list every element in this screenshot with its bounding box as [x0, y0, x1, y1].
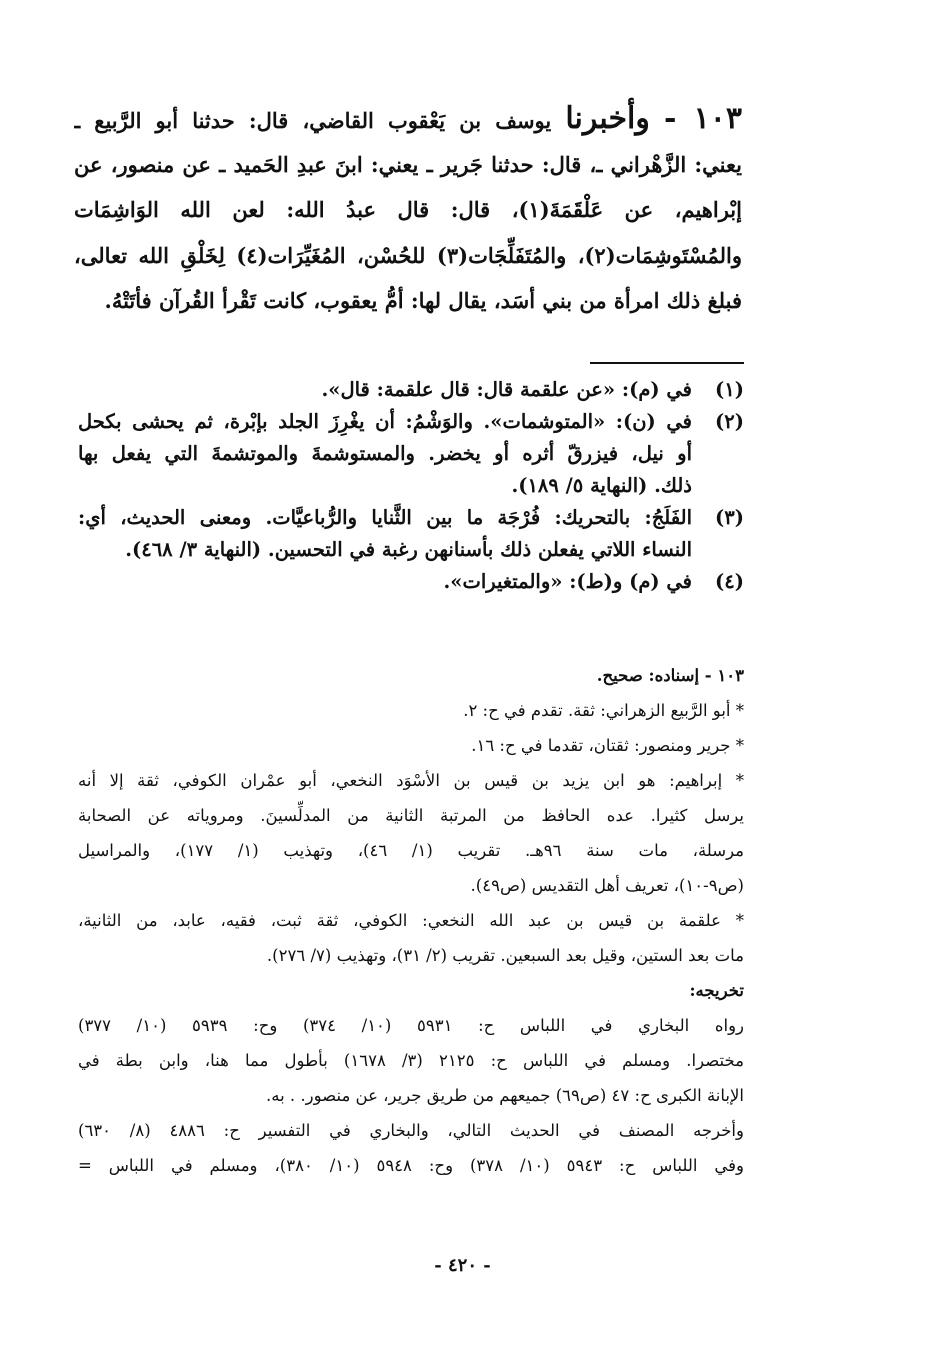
footnote-2	[78, 406, 744, 502]
commentary-line: مات بعد الستين، وقيل بعد السبعين. تقريب (٢/ ٣١)، وتهذيب (٧/ ٢٧٦).	[266, 946, 744, 965]
commentary-line: مرسلة، مات سنة ٩٦هـ. تقريب (١/ ٤٦)، وتهذيب (١/ ١٧٧)، والمراسيل	[78, 841, 744, 860]
takhrij-line: رواه البخاري في اللباس ح: ٥٩٣١ (١٠/ ٣٧٤) وح: ٥٩٣٩ (١٠/ ٣٧٧)	[78, 1016, 744, 1035]
takhrij-line: وفي اللباس ح: ٥٩٤٣ (١٠/ ٣٧٨) وح: ٥٩٤٨ (١٠/ ٣٨٠)، ومسلم في اللباس =	[78, 1156, 744, 1175]
footnote-1	[78, 374, 744, 406]
hadith-line-1	[74, 96, 742, 142]
commentary-line: * إبراهيم: هو ابن يزيد بن قيس بن الأسْوَد النخعي، أبو عمْران الكوفي، ثقة إلا أنه	[78, 771, 744, 790]
footnote-line: الفَلَجُ: بالتحريك: فُرْجَة ما بين الثَّنايا والرُّباعيَّات. ومعنى الحديث، أي:	[78, 506, 692, 529]
footnotes	[78, 374, 744, 598]
footnote-4	[78, 566, 744, 598]
hadith-line-2: يعني: الزَّهْراني ـ، قال: حدثنا جَرير ـ يعني: ابنَ عبدِ الحَميد ـ عن منصور، عن	[74, 151, 742, 177]
takhrij-heading: تخريجه:	[689, 981, 744, 1000]
commentary-line: * جرير ومنصور: ثقتان، تقدما في ح: ١٦.	[471, 736, 744, 755]
footnote-line: في (م) و(ط): «والمتغيرات».	[443, 570, 692, 593]
footnote-3	[78, 502, 744, 566]
footnote-separator	[590, 362, 744, 364]
footnote-number: (١)	[715, 378, 744, 401]
page-number: - ٤٢٠ -	[434, 1255, 491, 1276]
footnote-line: في (ن): «المتوشمات». والوَشْمُ: أن يغْرِزَ الجلد بإبْرة، ثم يحشى بكحل	[78, 410, 692, 433]
commentary	[78, 658, 744, 1183]
footnote-line: في (م): «عن علقمة قال: قال علقمة: قال».	[321, 378, 692, 401]
isnad-heading: ١٠٣ - إسناده: صحيح.	[596, 666, 744, 685]
hadith-line-1-text: يوسف بن يَعْقوب القاضي، قال: حدثنا أبو الرَّبيع ـ	[74, 108, 552, 133]
hadith-number: ١٠٣ -	[663, 101, 742, 136]
takhrij-line: مختصرا. ومسلم في اللباس ح: ٢١٢٥ (٣/ ١٦٧٨) بأطول مما هنا، وابن بطة في	[78, 1051, 744, 1070]
commentary-line: (ص٩-١٠)، تعريف أهل التقديس (ص٤٩).	[470, 876, 744, 895]
footnote-number: (٤)	[715, 570, 744, 593]
footnote-line: أو نيل، فيزرقّ أثره أو يخضر. والمستوشمةَ والموتشمةَ التي يفعل بها	[78, 442, 692, 465]
footnote-line: ذلك. (النهاية ٥/ ١٨٩).	[511, 474, 692, 497]
hadith-opener: وأخبرنا	[565, 101, 650, 136]
hadith-line-4: والمُسْتَوشِمَات(٢)، والمُتَفَلِّجَات(٣) للحُسْن، المُغَيِّرَات(٤) لِخَلْقِ الله تعالى،	[74, 242, 742, 268]
footnote-line: النساء اللاتي يفعلن ذلك بأسنانهن رغبة في التحسين. (النهاية ٣/ ٤٦٨).	[125, 538, 692, 561]
hadith-line-3: إبْراهيم، عن عَلْقَمَةَ(١)، قال: قال عبدُ الله: لعن الله الوَاشِمَات	[74, 197, 742, 222]
commentary-line: * أبو الرَّبيع الزهراني: ثقة. تقدم في ح: ٢.	[463, 701, 744, 720]
footnote-number: (٣)	[715, 506, 744, 529]
hadith-line-5: فبلغ ذلك امرأة من بني أسَد، يقال لها: أمُّ يعقوب، كانت تَقْرأ القُرآن فأتَتْهُ.	[104, 288, 742, 313]
commentary-line: يرسل كثيرا. عده الحافظ من المرتبة الثانية من المدلِّسينَ. ومروياته عن الصحابة	[78, 806, 744, 825]
takhrij-line: الإبانة الكبرى ح: ٤٧ (ص٦٩) جميعهم من طريق جرير، عن منصور. . به.	[266, 1086, 744, 1105]
hadith-text	[74, 96, 742, 324]
takhrij-line: وأخرجه المصنف في الحديث التالي، والبخاري في التفسير ح: ٤٨٨٦ (٨/ ٦٣٠)	[78, 1121, 744, 1140]
footnote-number: (٢)	[715, 410, 744, 433]
commentary-line: * علقمة بن قيس بن عبد الله النخعي: الكوفي، ثقة ثبت، فقيه، عابد، من الثانية،	[78, 911, 744, 930]
